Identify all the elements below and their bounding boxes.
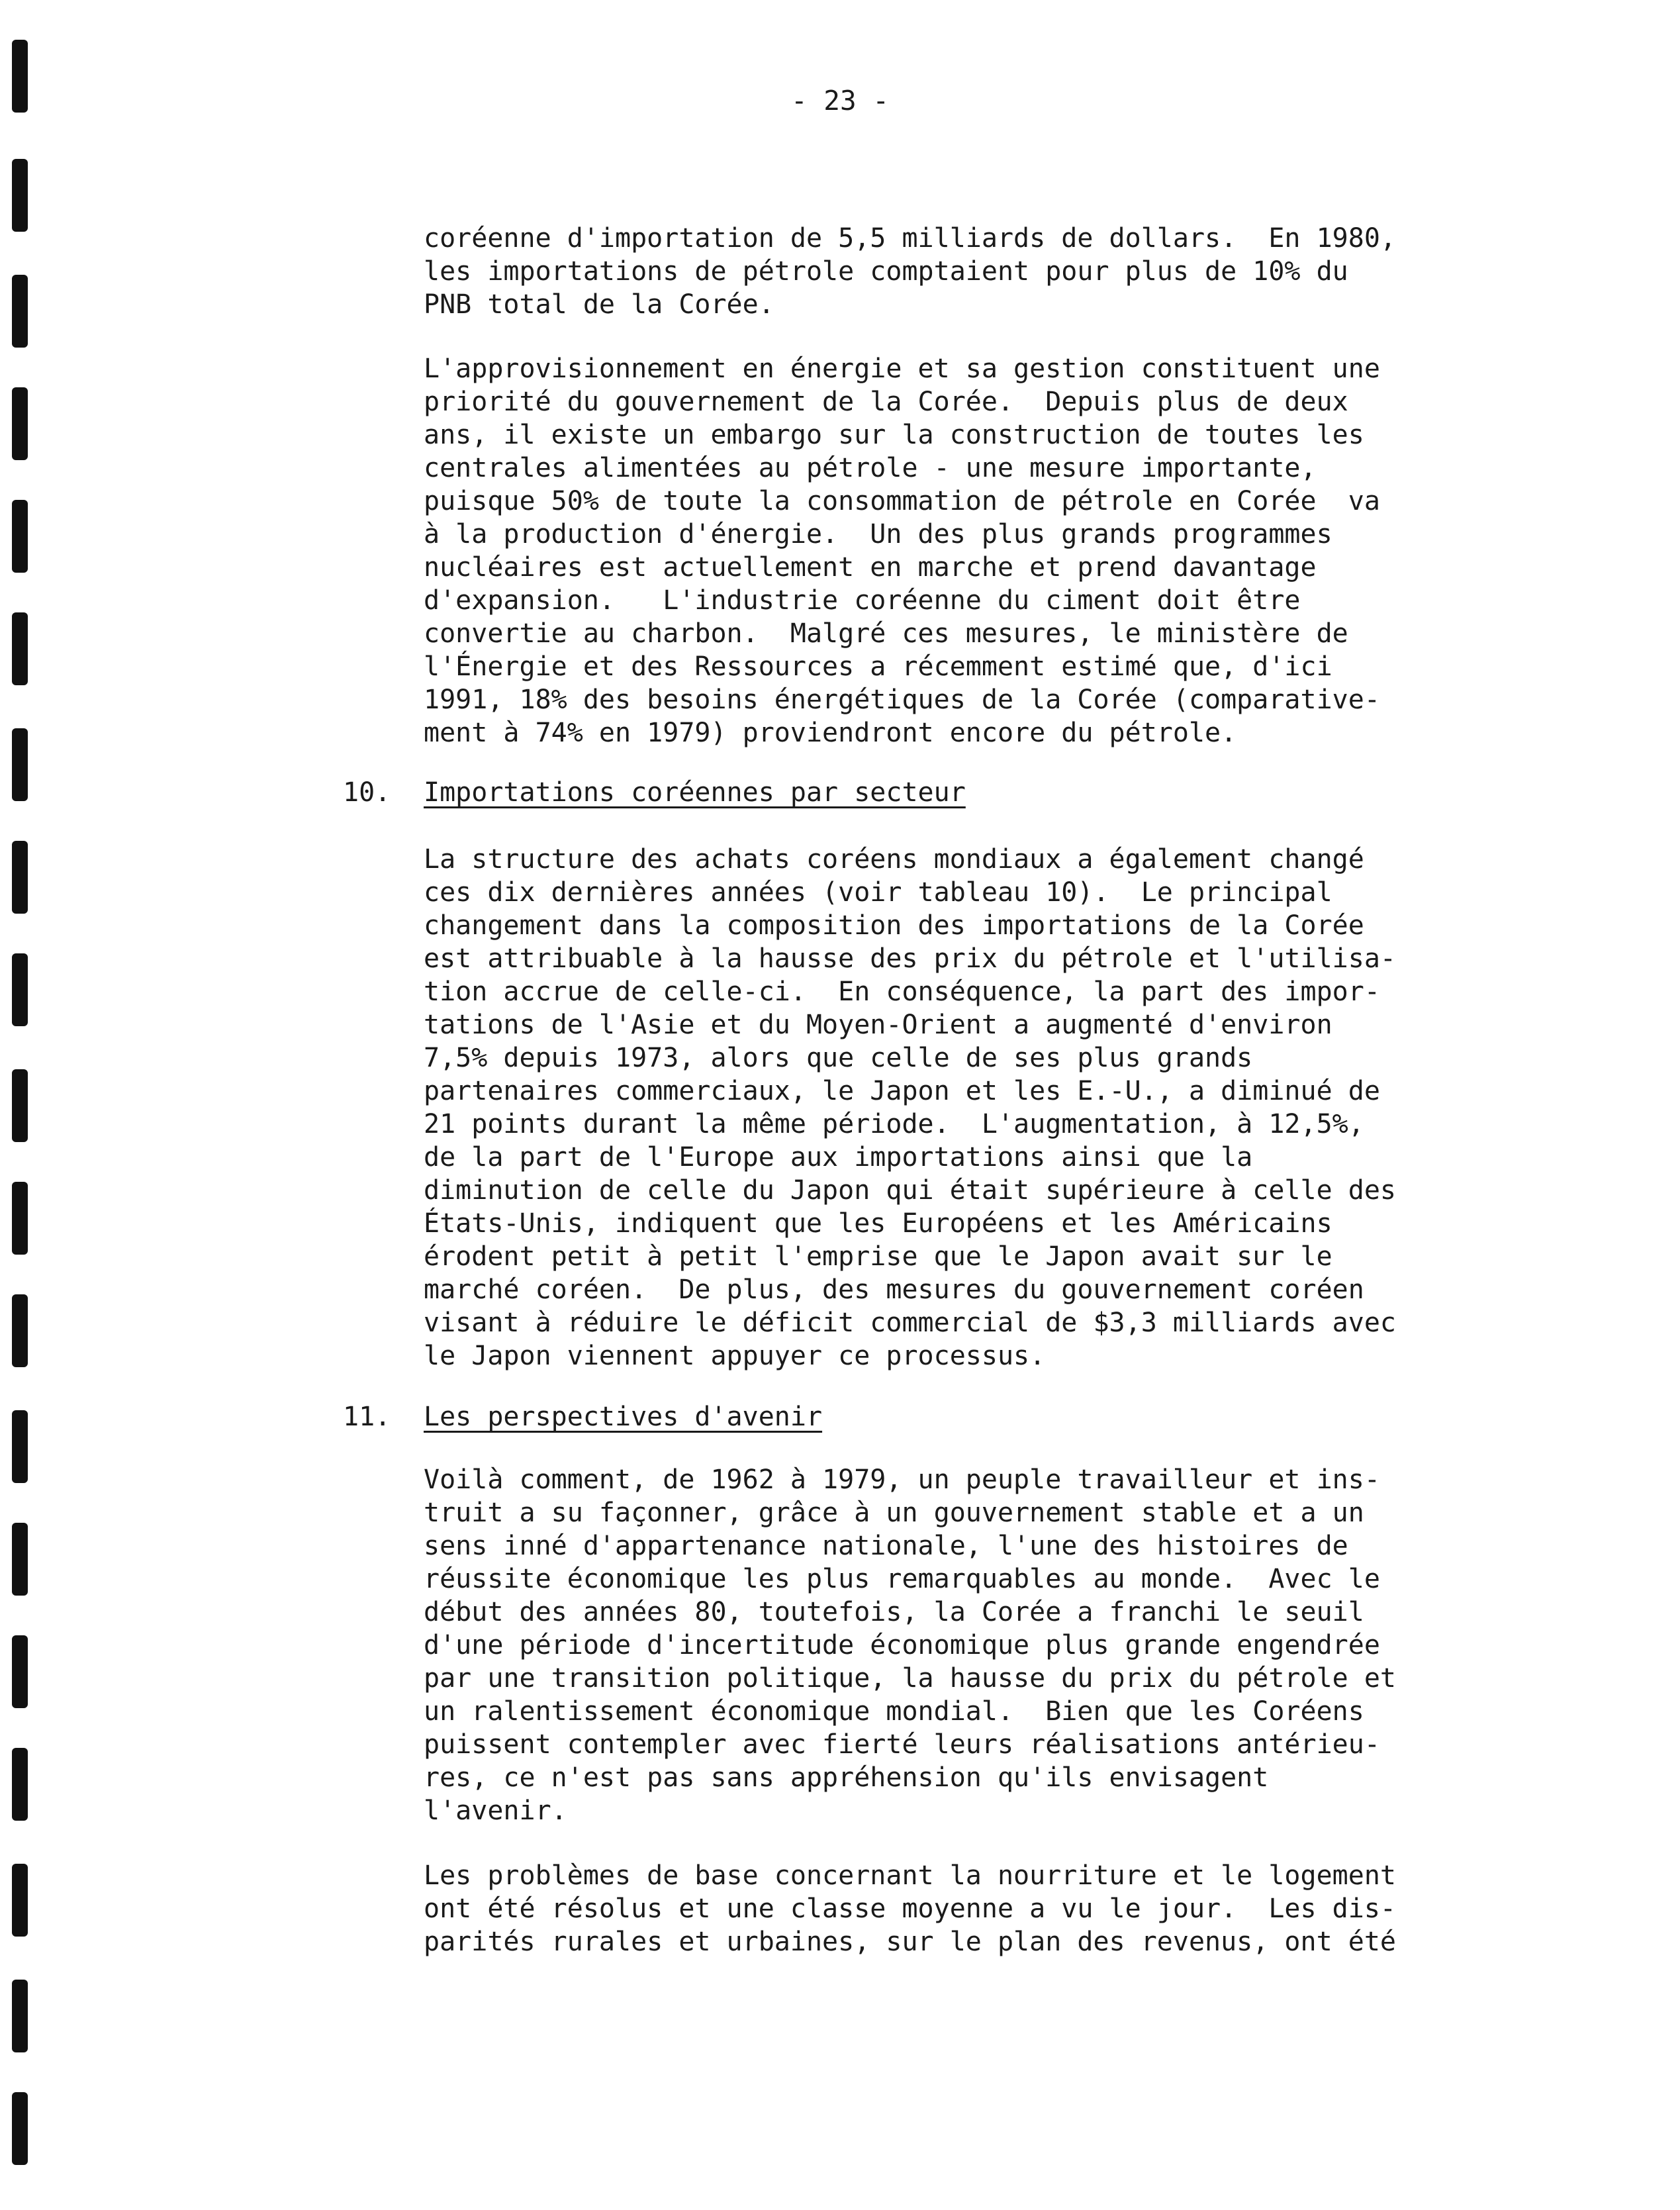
binder-mark [12,1182,28,1255]
page-number: - 23 - [790,85,890,117]
paragraph-oil-imports: coréenne d'importation de 5,5 milliards de dollars. En 1980, les importations de pétrole comptaient pour plus de 10% du PNB total de la Corée. [424,223,1397,320]
binder-mark [12,1069,28,1142]
binder-mark [12,953,28,1026]
binder-mark [12,1748,28,1821]
paragraph-import-structure: La structure des achats coréens mondiaux a également changé ces dix dernières années (voir tableau 10). Le principal changement dans la composition des importations de la Corée est attribuable à la hausse des prix du pétrole et l'utilisa- tion accrue de celle-ci. En conséquence, la part des impor- tations de l'Asie et du Moyen-Orient a augmenté d'environ 7,5% depuis 1973, alors que celle de ses plus grands partenaires commerciaux, le Japon et les E.-U., a diminué de 21 points durant la même période. L'augmentation, à 12,5%, de la part de l'Europe aux importations ainsi que la diminution de celle du Japon qui était supérieure à celle des États-Unis, indiquent que les Européens et les Américains érodent petit à petit l'emprise que le Japon avait sur le marché coréen. De plus, des mesures du gouvernement coréen visant à réduire le déficit commercial de $3,3 milliards avec le Japon viennent appuyer ce processus. [424,844,1397,1371]
section-number-11: 11. [343,1402,391,1432]
section-title-11: Les perspectives d'avenir [424,1402,823,1432]
binder-mark [12,1523,28,1596]
section-title-10: Importations coréennes par secteur [424,777,966,808]
binder-mark [12,728,28,801]
binder-mark [12,841,28,914]
section-number-10: 10. [343,777,391,808]
binder-mark [12,612,28,685]
binder-mark [12,1410,28,1483]
paragraph-basic-problems: Les problèmes de base concernant la nourriture et le logement ont été résolus et une classe moyenne a vu le jour. Les dis- parités rurales et urbaines, sur le plan des revenus, ont été [424,1860,1397,1957]
paragraph-energy-policy: L'approvisionnement en énergie et sa gestion constituent une priorité du gouvernement de la Corée. Depuis plus de deux ans, il existe un embargo sur la construction de toutes les centrales alimentées au pétrole - une mesure importante, puisque 50% de toute la consommation de pétrole en Corée va à la production d'énergie. Un des plus grands programmes nucléaires est actuellement en marche et prend davantage d'expansion. L'industrie coréenne du ciment doit être convertie au charbon. Malgré ces mesures, le ministère de l'Énergie et des Ressources a récemment estimé que, d'ici 1991, 18% des besoins énergétiques de la Corée (comparative- ment à 74% en 1979) proviendront encore du pétrole. [424,354,1380,748]
binder-mark [12,1294,28,1367]
binder-mark [12,159,28,232]
binder-mark [12,500,28,573]
binder-mark [12,275,28,348]
paragraph-outlook: Voilà comment, de 1962 à 1979, un peuple travailleur et ins- truit a su façonner, grâce à un gouvernement stable et a un sens inné d'appartenance nationale, l'une des histoires de réussite économique les plus remarquables au monde. Avec le début des années 80, toutefois, la Corée a franchi le seuil d'une période d'incertitude économique plus grande engendrée par une transition politique, la hausse du prix du pétrole et un ralentissement économique mondial. Bien que les Coréens puissent contempler avec fierté leurs réalisations antérieu- res, ce n'est pas sans appréhension qu'ils envisagent l'avenir. [424,1465,1397,1826]
binder-mark [12,1864,28,1937]
binder-mark [12,2092,28,2165]
binder-mark [12,1980,28,2052]
binder-mark [12,387,28,460]
binder-mark [12,1635,28,1708]
